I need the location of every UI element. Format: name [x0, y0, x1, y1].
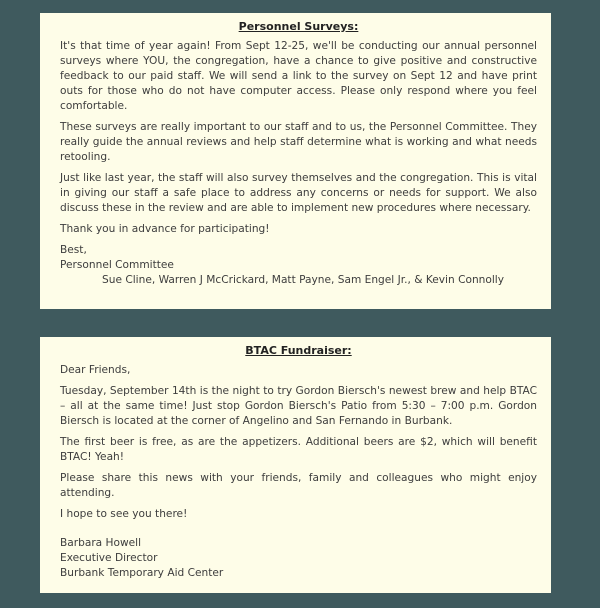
personnel-surveys-paragraph-2: These surveys are really important to our staff and to us, the Personnel Committee. They really guide the annual reviews and help staff determine what is working and what needs retooling. [60, 121, 537, 163]
personnel-surveys-paragraph-4: Thank you in advance for participating! [60, 223, 270, 235]
btac-signature-title: Executive Director [60, 552, 158, 564]
personnel-surveys-card [40, 13, 551, 309]
personnel-surveys-closing: Best, [60, 244, 87, 256]
personnel-surveys-title: Personnel Surveys: [238, 20, 359, 33]
btac-signature-name: Barbara Howell [60, 537, 142, 549]
btac-fundraiser-paragraph-1: Tuesday, September 14th is the night to try Gordon Biersch's newest brew and help BTAC – all at the same time! Just stop Gordon Biersch's Patio from 5:30 – 7:00 p.m. Gordon Biersch is located at the corner of Angelino and San Fernando in Burbank. [60, 385, 537, 427]
btac-fundraiser-card [40, 337, 551, 593]
personnel-surveys-paragraph-1: It's that time of year again! From Sept 12-25, we'll be conducting our annual personnel surveys where YOU, the congregation, have a chance to give positive and constructive feedback to our paid staff. We will send a link to the survey on Sept 12 and have print outs for those who do not have computer access. Please only respond where you feel comfortable. [60, 40, 537, 112]
btac-fundraiser-paragraph-2: The first beer is free, as are the appetizers. Additional beers are $2, which will benefit BTAC! Yeah! [60, 436, 537, 463]
btac-fundraiser-paragraph-4: I hope to see you there! [60, 508, 188, 520]
btac-fundraiser-paragraph-3: Please share this news with your friends, family and colleagues who might enjoy attending. [60, 472, 537, 499]
personnel-surveys-signature-names: Sue Cline, Warren J McCrickard, Matt Payne, Sam Engel Jr., & Kevin Connolly [102, 274, 505, 286]
btac-signature-org: Burbank Temporary Aid Center [60, 567, 224, 579]
personnel-surveys-paragraph-3: Just like last year, the staff will also survey themselves and the congregation. This is vital in giving our staff a safe place to address any concerns or needs for support. We also discuss these in the review and are able to implement new procedures where necessary. [60, 172, 537, 214]
personnel-surveys-signature-org: Personnel Committee [60, 259, 174, 271]
btac-fundraiser-greeting: Dear Friends, [60, 364, 131, 376]
signature-spacer [60, 528, 537, 536]
btac-fundraiser-title: BTAC Fundraiser: [245, 344, 352, 357]
